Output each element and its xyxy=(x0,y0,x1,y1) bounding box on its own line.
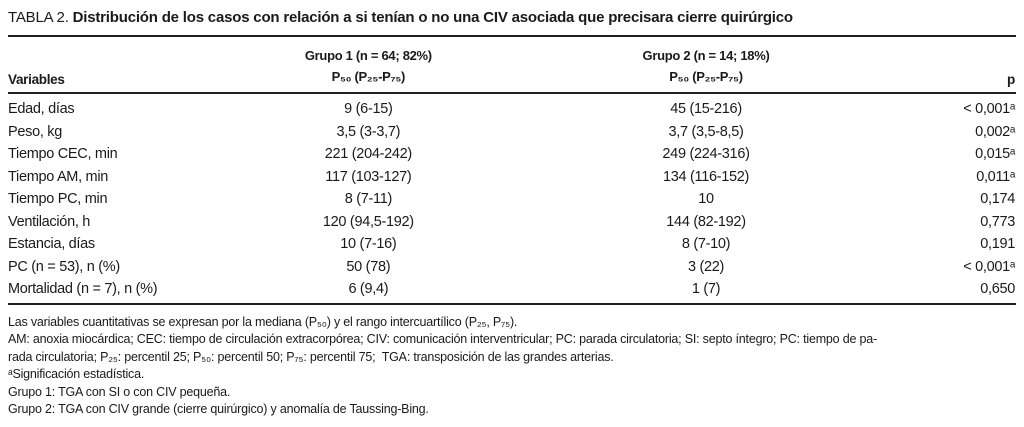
table-number: TABLA 2. xyxy=(8,9,69,26)
table-row xyxy=(8,211,1016,234)
variable-cell: Ventilación, h xyxy=(8,213,91,230)
group2-value-cell: 45 (15-216) xyxy=(670,101,742,117)
group2-header-units: P₅₀ (P₂₅-P₇₅) xyxy=(669,69,743,84)
footnote-line: Las variables cuantitativas se expresan por la mediana (P₅₀) y el rango intercuartílico (P₂₅, P₇₅). xyxy=(8,314,518,329)
table-row xyxy=(8,256,1016,279)
table-row xyxy=(8,121,1016,144)
variable-cell: Tiempo AM, min xyxy=(8,168,109,185)
p-value-cell: 0,174 xyxy=(980,191,1015,207)
p-value-cell: < 0,001ᵃ xyxy=(963,101,1015,117)
table-header xyxy=(8,37,1016,93)
group2-value-cell: 3,7 (3,5-8,5) xyxy=(668,123,744,140)
group2-column-header xyxy=(537,37,875,93)
group1-value-cell: 120 (94,5-192) xyxy=(322,213,414,230)
header-row xyxy=(8,37,1016,93)
group1-value-cell: 3,5 (3-3,7) xyxy=(336,123,401,140)
p-value-cell: 0,011ᵃ xyxy=(976,168,1015,185)
variable-cell: Estancia, días xyxy=(8,236,95,252)
table-row xyxy=(8,93,1016,121)
footnote-line: AM: anoxia miocárdica; CEC: tiempo de circulación extracorpórea; CIV: comunicación interventricular; PC: parada circulatoria; SI: septo íntegro; PC: tiempo de pa- xyxy=(8,332,877,346)
p-value-cell: 0,002ᵃ xyxy=(975,123,1015,140)
statistics-table xyxy=(8,37,1016,301)
p-value-cell: < 0,001ᵃ xyxy=(963,258,1015,275)
p-header-label: p xyxy=(1007,72,1015,87)
table-row xyxy=(8,278,1016,301)
group1-header-units: P₅₀ (P₂₅-P₇₅) xyxy=(331,69,406,84)
table-row xyxy=(8,188,1016,211)
p-column-header xyxy=(875,37,1016,93)
variable-cell: Tiempo CEC, min xyxy=(8,146,118,162)
group1-value-cell: 6 (9,4) xyxy=(348,281,389,297)
group2-value-cell: 134 (116-152) xyxy=(662,168,750,185)
group1-value-cell: 117 (103-127) xyxy=(325,168,412,185)
group1-value-cell: 10 (7-16) xyxy=(340,236,397,252)
variable-cell: Edad, días xyxy=(8,101,75,117)
variable-cell: PC (n = 53), n (%) xyxy=(8,258,120,275)
footnote-line: ᵃSignificación estadística. xyxy=(8,367,145,381)
group2-header-title: Grupo 2 (n = 14; 18%) xyxy=(642,48,770,63)
table-title xyxy=(8,6,1016,35)
footnote-line: Grupo 1: TGA con SI o con CIV pequeña. xyxy=(8,384,231,399)
table-row xyxy=(8,233,1016,256)
table-body xyxy=(8,93,1016,301)
variable-cell: Tiempo PC, min xyxy=(8,191,108,207)
group2-value-cell: 10 xyxy=(698,191,714,207)
variables-column-header xyxy=(8,37,200,93)
footnote-line: rada circulatoria; P₂₅: percentil 25; P₅₀: percentil 50; P₇₅: percentil 75; TGA: transposición de las grandes arterias. xyxy=(8,349,614,364)
p-value-cell: 0,191 xyxy=(980,236,1015,252)
group1-header-title: Grupo 1 (n = 64; 82%) xyxy=(304,48,432,63)
variables-header-label: Variables xyxy=(8,72,65,87)
p-value-cell: 0,773 xyxy=(980,213,1015,230)
group1-value-cell: 9 (6-15) xyxy=(344,101,393,117)
footnotes xyxy=(8,314,1016,419)
table-caption: Distribución de los casos con relación a si tenían o no una CIV asociada que precisara cierre quirúrgico xyxy=(72,9,793,26)
table-row xyxy=(8,143,1016,166)
group1-value-cell: 8 (7-11) xyxy=(344,191,392,207)
footnote-line: Grupo 2: TGA con CIV grande (cierre quirúrgico) y anomalía de Taussing-Bing. xyxy=(8,402,429,416)
variable-cell: Peso, kg xyxy=(8,123,63,140)
group2-value-cell: 144 (82-192) xyxy=(666,213,746,230)
group1-column-header xyxy=(200,37,538,93)
group2-value-cell: 3 (22) xyxy=(687,258,725,275)
table-row xyxy=(8,166,1016,189)
p-value-cell: 0,015ᵃ xyxy=(975,146,1015,162)
bottom-rule xyxy=(8,303,1016,305)
group2-value-cell: 249 (224-316) xyxy=(662,146,750,162)
group1-value-cell: 50 (78) xyxy=(346,258,391,275)
group2-value-cell: 8 (7-10) xyxy=(681,236,731,252)
variable-cell: Mortalidad (n = 7), n (%) xyxy=(8,281,158,297)
group1-value-cell: 221 (204-242) xyxy=(324,146,412,162)
p-value-cell: 0,650 xyxy=(980,281,1015,297)
group2-value-cell: 1 (7) xyxy=(691,281,721,297)
